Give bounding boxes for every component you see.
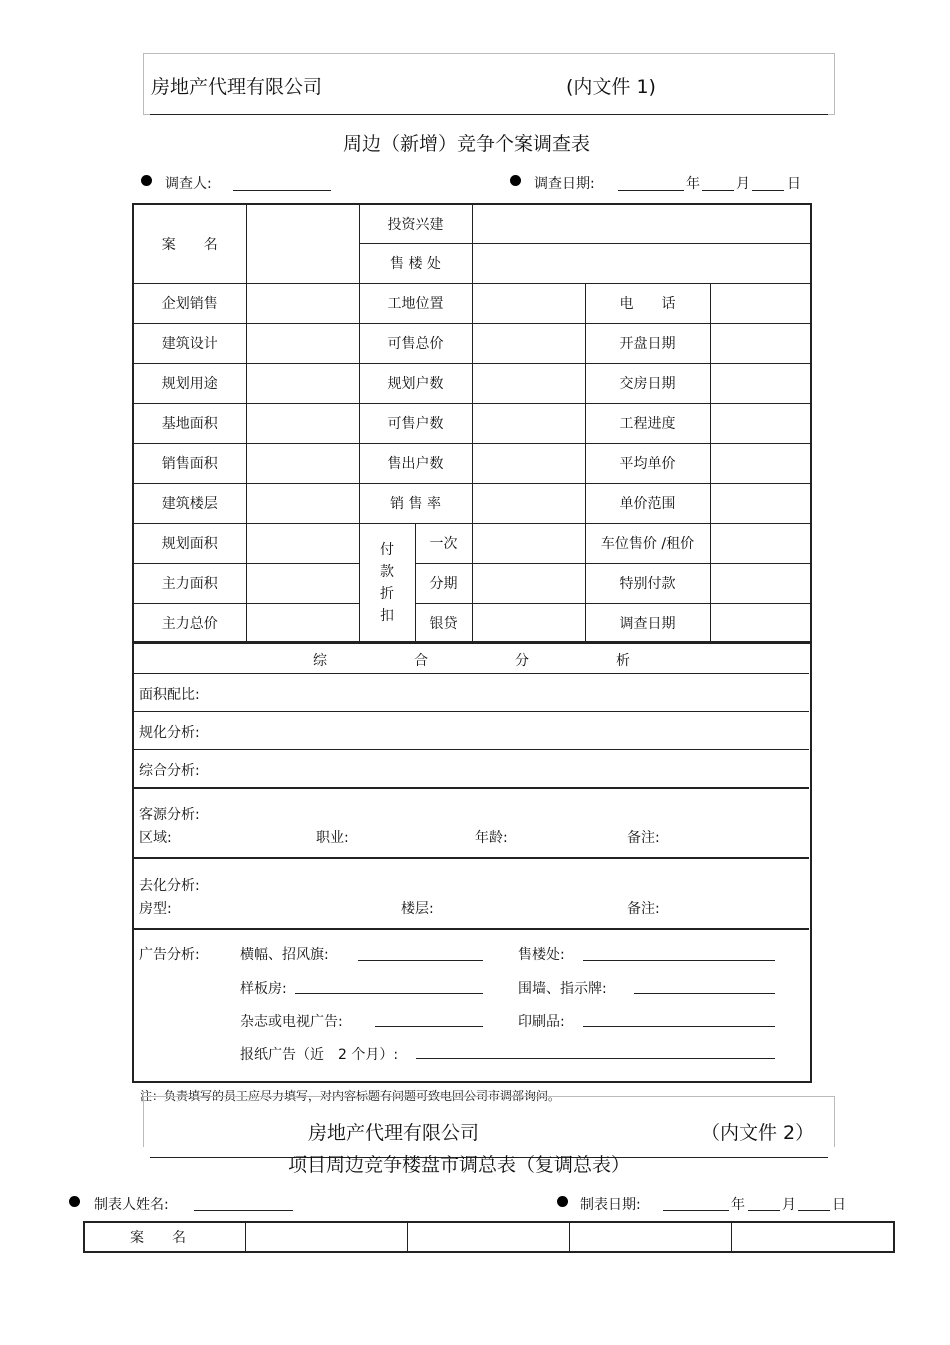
- survey-year-field[interactable]: [618, 190, 684, 191]
- unit-type-label: 房型:: [139, 901, 172, 917]
- day-label: 日: [832, 1197, 846, 1213]
- summary-month-field[interactable]: [748, 1210, 780, 1211]
- row-value[interactable]: [710, 403, 811, 443]
- month-label: 月: [782, 1197, 796, 1213]
- day-label: 日: [787, 176, 801, 192]
- newspaper-field[interactable]: [416, 1058, 775, 1059]
- row-label: 工程进度: [585, 403, 710, 443]
- divider: [133, 673, 809, 674]
- row-label: 开盘日期: [585, 323, 710, 363]
- bullet-icon: [557, 1196, 568, 1207]
- row-label: 电 话: [585, 283, 710, 323]
- row-label: 销售面积: [133, 443, 246, 483]
- row-value[interactable]: [472, 443, 585, 483]
- row-value[interactable]: [710, 523, 811, 563]
- wall-sign-field[interactable]: [634, 993, 775, 994]
- row-label: 可售户数: [359, 403, 472, 443]
- payment-char: 付: [380, 541, 394, 558]
- row-label: 规划用途: [133, 363, 246, 403]
- divider: [133, 711, 809, 712]
- note-label: 备注:: [627, 830, 660, 846]
- row-value[interactable]: [472, 563, 585, 603]
- investor-label: 投资兴建: [359, 204, 472, 243]
- case-name-value[interactable]: [246, 204, 359, 283]
- row-value[interactable]: [710, 323, 811, 363]
- row-value[interactable]: [710, 563, 811, 603]
- row-value[interactable]: [472, 403, 585, 443]
- investigator-field[interactable]: [233, 190, 331, 191]
- row-value[interactable]: [710, 363, 811, 403]
- row-label: 建筑设计: [133, 323, 246, 363]
- sales-office-field[interactable]: [583, 960, 775, 961]
- print-field[interactable]: [583, 1026, 775, 1027]
- summary-cell[interactable]: [407, 1222, 569, 1252]
- row-label: 单价范围: [585, 483, 710, 523]
- destock-label: 去化分析:: [139, 878, 200, 894]
- page-title: 周边（新增）竞争个案调查表: [343, 133, 591, 155]
- survey-date-label: 调查日期:: [534, 176, 595, 192]
- summary-cell[interactable]: [731, 1222, 894, 1252]
- overall-label: 综合分析:: [139, 763, 200, 779]
- analysis-frame: [132, 641, 812, 1083]
- magazine-tv-label: 杂志或电视广告:: [240, 1014, 343, 1030]
- summary-case-name-label: 案 名: [84, 1222, 245, 1252]
- analysis-heading: 析: [616, 653, 630, 669]
- survey-grid: [132, 203, 812, 644]
- row-value[interactable]: [472, 283, 585, 323]
- planning-label: 规化分析:: [139, 725, 200, 741]
- sales-office-label: 售 楼 处: [359, 243, 472, 283]
- bullet-icon: [510, 175, 521, 186]
- payment-loan-label: 银贷: [415, 603, 472, 643]
- row-label: 调查日期: [585, 603, 710, 643]
- row-value[interactable]: [710, 283, 811, 323]
- doc-number-2: （内文件 2）: [701, 1122, 815, 1144]
- floor-label: 楼层:: [401, 901, 434, 917]
- row-label: 规划面积: [133, 523, 246, 563]
- customer-label: 客源分析:: [139, 807, 200, 823]
- row-label: 主力面积: [133, 563, 246, 603]
- summary-cell[interactable]: [569, 1222, 731, 1252]
- row-value[interactable]: [246, 563, 359, 603]
- model-room-field[interactable]: [295, 993, 483, 994]
- row-value[interactable]: [246, 403, 359, 443]
- row-value[interactable]: [246, 283, 359, 323]
- row-value[interactable]: [246, 483, 359, 523]
- row-label: 主力总价: [133, 603, 246, 643]
- divider: [133, 928, 809, 930]
- row-label: 可售总价: [359, 323, 472, 363]
- company-name: 房地产代理有限公司: [151, 76, 323, 98]
- payment-installment-label: 分期: [415, 563, 472, 603]
- wall-sign-label: 围墙、指示牌:: [518, 981, 607, 997]
- year-label: 年: [686, 176, 700, 192]
- summary-day-field[interactable]: [798, 1210, 830, 1211]
- month-label: 月: [736, 176, 750, 192]
- row-label: 售出户数: [359, 443, 472, 483]
- sales-office-value[interactable]: [472, 243, 811, 283]
- row-value[interactable]: [710, 443, 811, 483]
- maker-field[interactable]: [194, 1210, 293, 1211]
- age-label: 年龄:: [475, 830, 508, 846]
- row-value[interactable]: [246, 363, 359, 403]
- row-value[interactable]: [472, 323, 585, 363]
- area-ratio-label: 面积配比:: [139, 687, 200, 703]
- payment-char: 折: [380, 585, 394, 602]
- row-value[interactable]: [710, 483, 811, 523]
- divider: [133, 857, 809, 859]
- analysis-heading: 合: [414, 653, 428, 669]
- magazine-tv-field[interactable]: [375, 1026, 483, 1027]
- analysis-heading: 综: [313, 653, 327, 669]
- banner-label: 横幅、招风旗:: [240, 947, 329, 963]
- divider: [133, 749, 809, 750]
- payment-char: 款: [380, 563, 394, 580]
- model-room-label: 样板房:: [240, 981, 287, 997]
- row-label: 交房日期: [585, 363, 710, 403]
- payment-once-label: 一次: [415, 523, 472, 563]
- occupation-label: 职业:: [316, 830, 349, 846]
- case-name-label: 案 名: [133, 204, 246, 283]
- company-name-2: 房地产代理有限公司: [308, 1122, 480, 1144]
- row-label: 企划销售: [133, 283, 246, 323]
- row-label: 规划户数: [359, 363, 472, 403]
- divider: [133, 787, 809, 789]
- row-value[interactable]: [710, 603, 811, 643]
- maker-label: 制表人姓名:: [94, 1197, 169, 1213]
- summary-title: 项目周边竞争楼盘市调总表（复调总表）: [288, 1154, 631, 1176]
- payment-discount-label: [359, 523, 415, 643]
- row-value[interactable]: [246, 323, 359, 363]
- row-label: 特别付款: [585, 563, 710, 603]
- summary-table: [83, 1221, 895, 1253]
- region-label: 区域:: [139, 830, 172, 846]
- investigator-label: 调查人:: [165, 176, 212, 192]
- survey-day-field[interactable]: [752, 190, 784, 191]
- investor-value[interactable]: [472, 204, 811, 243]
- row-label: 基地面积: [133, 403, 246, 443]
- row-label: 建筑楼层: [133, 483, 246, 523]
- newspaper-label: 报纸广告（近 2 个月）:: [240, 1047, 399, 1063]
- header-rule: [150, 114, 828, 115]
- row-value[interactable]: [472, 523, 585, 563]
- summary-cell[interactable]: [245, 1222, 407, 1252]
- survey-month-field[interactable]: [702, 190, 734, 191]
- row-label: 销 售 率: [359, 483, 472, 523]
- analysis-heading: 分: [515, 653, 529, 669]
- row-value[interactable]: [246, 443, 359, 483]
- summary-date-label: 制表日期:: [580, 1197, 641, 1213]
- print-label: 印刷品:: [518, 1014, 565, 1030]
- bullet-icon: [69, 1196, 80, 1207]
- row-label: 工地位置: [359, 283, 472, 323]
- row-value[interactable]: [246, 603, 359, 643]
- bullet-icon: [141, 175, 152, 186]
- note-label: 备注:: [627, 901, 660, 917]
- row-value[interactable]: [472, 363, 585, 403]
- row-label: 平均单价: [585, 443, 710, 483]
- ad-label: 广告分析:: [139, 947, 200, 963]
- doc-number: (内文件 1): [566, 76, 656, 98]
- row-value[interactable]: [246, 523, 359, 563]
- summary-year-field[interactable]: [663, 1210, 729, 1211]
- sales-office-ad-label: 售楼处:: [518, 947, 565, 963]
- footnote: 注：负责填写的员工应尽力填写，对内容标题有问题可致电回公司市调部询问。: [140, 1089, 561, 1103]
- row-value[interactable]: [472, 483, 585, 523]
- row-value[interactable]: [472, 603, 585, 643]
- payment-char: 扣: [380, 607, 394, 624]
- banner-field[interactable]: [358, 960, 483, 961]
- year-label: 年: [731, 1197, 745, 1213]
- row-label: 车位售价 /租价: [585, 523, 710, 563]
